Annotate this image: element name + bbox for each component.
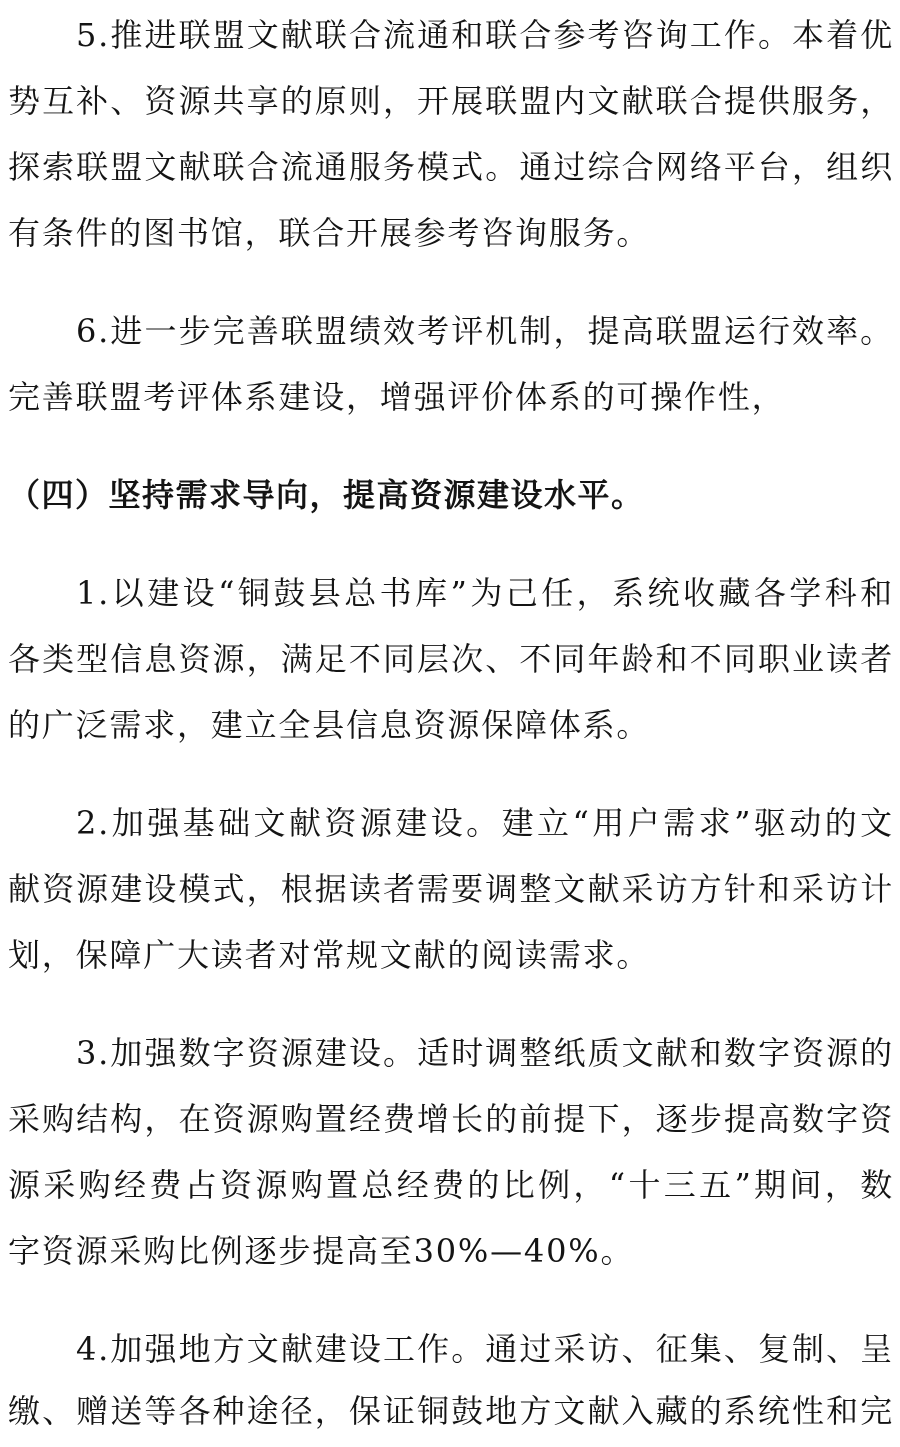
paragraph-1 xyxy=(0,560,900,758)
text-line: 1.以建设“铜鼓县总书库”为己任，系统收藏各学科和 xyxy=(76,574,894,612)
text-line: 3.加强数字资源建设。适时调整纸质文献和数字资源的 xyxy=(76,1034,894,1072)
text-line: 6.进一步完善联盟绩效考评机制，提高联盟运行效率。 xyxy=(76,312,894,350)
section-heading xyxy=(0,462,900,528)
text-line: 的广泛需求，建立全县信息资源保障体系。 xyxy=(8,706,651,744)
text-line: 源采购经费占资源购置总经费的比例，“十三五”期间，数 xyxy=(8,1166,894,1204)
text-line: 势互补、资源共享的原则，开展联盟内文献联合提供服务， xyxy=(8,82,894,120)
paragraph-2 xyxy=(0,790,900,988)
text-line: 各类型信息资源，满足不同层次、不同年龄和不同职业读者 xyxy=(8,640,894,678)
text-line: 有条件的图书馆，联合开展参考咨询服务。 xyxy=(8,214,651,252)
text-line: 完善联盟考评体系建设，增强评价体系的可操作性， xyxy=(8,378,786,416)
text-line: 4.加强地方文献建设工作。通过采访、征集、复制、呈 xyxy=(76,1330,894,1368)
text-line: 探索联盟文献联合流通服务模式。通过综合网络平台，组织 xyxy=(8,148,894,186)
paragraph-5 xyxy=(0,2,900,266)
text-line: 字资源采购比例逐步提高至30%—40%。 xyxy=(8,1232,635,1270)
text-line: 缴、赠送等各种途径，保证铜鼓地方文献入藏的系统性和完 xyxy=(8,1392,894,1430)
text-line: 5.推进联盟文献联合流通和联合参考咨询工作。本着优 xyxy=(76,16,894,54)
section-heading-text: （四）坚持需求导向，提高资源建设水平。 xyxy=(8,476,645,514)
paragraph-6 xyxy=(0,298,900,430)
text-line: 划，保障广大读者对常规文献的阅读需求。 xyxy=(8,936,651,974)
text-line: 采购结构，在资源购置经费增长的前提下，逐步提高数字资 xyxy=(8,1100,894,1138)
paragraph-4 xyxy=(0,1316,900,1440)
text-line: 献资源建设模式，根据读者需要调整文献采访方针和采访计 xyxy=(8,870,894,908)
text-line: 2.加强基础文献资源建设。建立“用户需求”驱动的文 xyxy=(76,804,894,842)
paragraph-3 xyxy=(0,1020,900,1284)
